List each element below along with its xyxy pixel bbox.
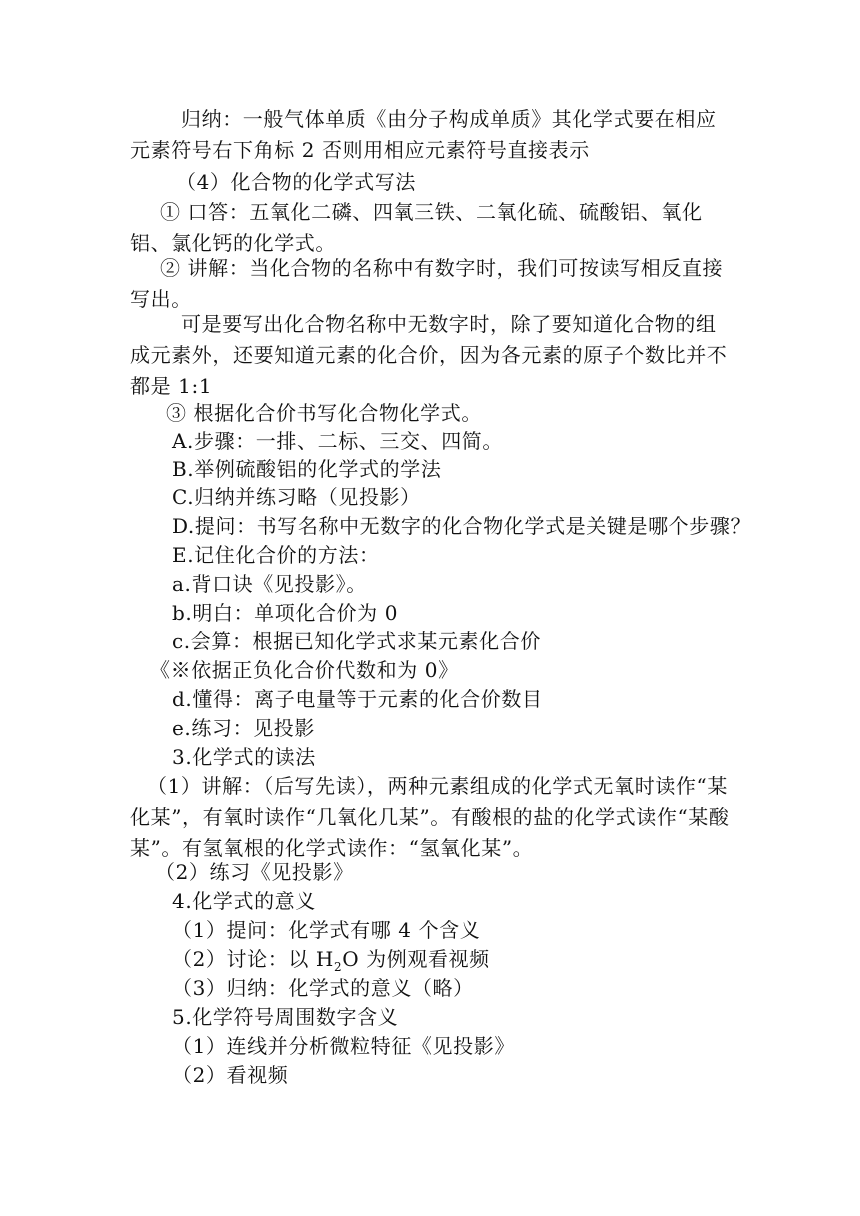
summary-paragraph bbox=[130, 104, 730, 166]
sub-item-c: c.会算：根据已知化学式求某元素化合价 bbox=[172, 629, 541, 653]
explanation-text: ② 讲解：当化合物的名称中有数字时，我们可按读写相反直接写出。 bbox=[130, 256, 724, 311]
sub-item-a: a.背口诀《见投影》。 bbox=[172, 572, 367, 596]
item-valence-writing: ③ 根据化合价书写化合物化学式。 bbox=[166, 401, 482, 425]
sub-item-d: d.懂得：离子电量等于元素的化合价数目 bbox=[172, 687, 543, 711]
section-4-item-2-prefix: （2）讨论：以 H bbox=[172, 947, 334, 971]
step-e: E.记住化合价的方法： bbox=[172, 543, 380, 567]
step-a: A.步骤：一排、二标、三交、四简。 bbox=[172, 429, 504, 453]
oral-answer-text: ① 口答：五氧化二磷、四氧三铁、二氧化硫、硫酸铝、氧化铝、氯化钙的化学式。 bbox=[130, 200, 703, 255]
section-4-heading: 4.化学式的意义 bbox=[172, 889, 316, 913]
section-4-item-3: （3）归纳：化学式的意义（略） bbox=[172, 976, 474, 1000]
oral-answer-paragraph bbox=[130, 197, 730, 259]
step-c: C.归纳并练习略（见投影） bbox=[172, 485, 421, 509]
sub-item-e: e.练习：见投影 bbox=[172, 716, 315, 740]
reading-rules-paragraph bbox=[130, 771, 730, 864]
section-5-heading: 5.化学符号周围数字含义 bbox=[172, 1005, 399, 1029]
section-5-item-2: （2）看视频 bbox=[172, 1063, 289, 1087]
section-4-item-2 bbox=[172, 944, 490, 974]
sub-item-b: b.明白：单项化合价为 0 bbox=[172, 601, 399, 625]
water-subscript: 2 bbox=[333, 960, 343, 974]
step-b: B.举例硫酸铝的化学式的学法 bbox=[172, 457, 442, 481]
explanation-paragraph bbox=[130, 253, 730, 315]
summary-text: 归纳：一般气体单质《由分子构成单质》其化学式要在相应元素符号右下角标 2 否则用相应元素符号直接表示 bbox=[130, 107, 717, 162]
section-4-item-1: （1）提问：化学式有哪 4 个含义 bbox=[172, 918, 481, 942]
section-4-item-2-suffix: O 为例观看视频 bbox=[342, 947, 490, 971]
section-5-item-1: （1）连线并分析微粒特征《见投影》 bbox=[172, 1034, 515, 1058]
section-3-heading: 3.化学式的读法 bbox=[172, 745, 316, 769]
valence-paragraph bbox=[130, 309, 730, 402]
sub-item-c-note: 《※依据正负化合价代数和为 0》 bbox=[150, 658, 459, 682]
valence-text: 可是要写出化合物名称中无数字时，除了要知道化合物的组成元素外，还要知道元素的化合价，因为各元素的原子个数比并不都是 1:1 bbox=[130, 312, 728, 398]
reading-rules-text: （1）讲解：（后写先读），两种元素组成的化学式无氧时读作“某化某”，有氧时读作“几氧化几某”。有酸根的盐的化学式读作“某酸某”。有氢氧根的化学式读作：“氢氧化某”。 bbox=[130, 774, 730, 860]
section-3-practice: （2）练习《见投影》 bbox=[155, 860, 354, 884]
step-d: D.提问：书写名称中无数字的化合物化学式是关键是哪个步骤？ bbox=[172, 514, 752, 538]
heading-compound-formula: （4）化合物的化学式写法 bbox=[176, 170, 416, 194]
